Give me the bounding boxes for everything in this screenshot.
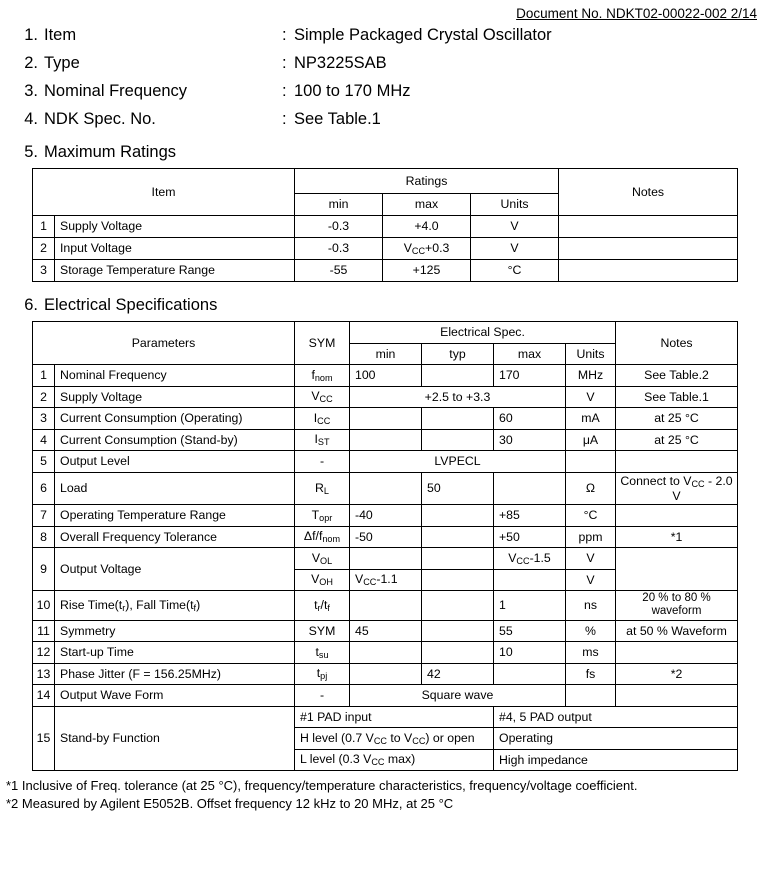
row-units: V [566,569,616,591]
spec-item-2-colon: : [282,54,287,72]
row-notes [616,451,738,473]
row-notes [616,548,738,591]
header-parameters: Parameters [33,322,295,365]
row-units: μA [566,429,616,451]
row-units: ns [566,591,616,620]
row-notes: See Table.1 [616,386,738,408]
row-item: Supply Voltage [55,216,295,238]
table-row-standby [33,706,738,728]
row-number: 1 [33,365,55,387]
footnote-2: *2 Measured by Agilent E5052B. Offset frequency 12 kHz to 20 MHz, at 25 °C [6,795,454,811]
row-typ [422,526,494,548]
header-item: Item [33,169,295,216]
spec-item-1-label: Item [44,26,77,44]
header-ratings: Ratings [295,169,559,194]
row-max: 55 [494,620,566,642]
row-units: °C [471,260,559,282]
row-typ [422,569,494,591]
row-number: 2 [33,238,55,260]
row-units: V [566,548,616,570]
row-min: -40 [350,505,422,527]
table-row [33,408,738,430]
row-sym: $V_{OH}$ [295,569,350,591]
spec-item-3-colon: : [282,82,287,100]
spec-item-3-label: Nominal Frequency [44,82,188,100]
electrical-specifications-table [32,321,738,771]
row-number: 15 [33,706,55,771]
row-units: V [471,238,559,260]
row-number: 1 [33,216,55,238]
row-units: ms [566,642,616,664]
table-row [33,591,738,620]
row-sym: $V_{OL}$ [295,548,350,570]
row-sym: $t_{su}$ [295,642,350,664]
spec-item-1-colon: : [282,26,287,44]
row-parameter: Current Consumption (Stand-by) [55,429,295,451]
table-row [33,365,738,387]
row-notes [616,685,738,707]
row-units: % [566,620,616,642]
row-units [566,685,616,707]
row-sym: - [295,451,350,473]
row-parameter: Output Voltage [55,548,295,591]
row-units: mA [566,408,616,430]
row-sym: $f_{nom}$ [295,365,350,387]
row-min [350,642,422,664]
row-notes: at 25 °C [616,408,738,430]
spec-item-4-label: NDK Spec. No. [44,110,156,128]
row-notes [559,216,738,238]
row-notes [616,642,738,664]
row-notes: at 50 % Waveform [616,620,738,642]
row-max: 10 [494,642,566,664]
header-max: max [494,343,566,365]
row-max: $V_{CC}+0.3$ [383,238,471,260]
row-sym: $t_{pj}$ [295,663,350,685]
section-6-title: Electrical Specifications [44,296,218,314]
table-row [33,216,738,238]
row-max: +85 [494,505,566,527]
standby-h-level: H level (0.7 $V_{CC}$ to $V_{CC}$) or open [295,728,494,750]
max-ratings-table [32,168,738,282]
row-units: MHz [566,365,616,387]
table-header-row [33,169,738,194]
row-parameter: Current Consumption (Operating) [55,408,295,430]
row-parameter: Symmetry [55,620,295,642]
row-max: +125 [383,260,471,282]
row-number: 10 [33,591,55,620]
row-units: ppm [566,526,616,548]
spec-item-1-value: Simple Packaged Crystal Oscillator [294,26,552,44]
standby-l-level: L level (0.3 $V_{CC}$ max) [295,749,494,771]
standby-l-state: High impedance [494,749,738,771]
spec-item-2 [0,54,769,73]
header-notes: Notes [559,169,738,216]
row-typ: 50 [422,472,494,505]
row-max: $V_{CC}-1.5$ [494,548,566,570]
row-parameter: Output Level [55,451,295,473]
row-parameter: Supply Voltage [55,386,295,408]
table-row [33,260,738,282]
row-parameter: Output Wave Form [55,685,295,707]
row-parameter: Rise $Time(t_r)$, Fall $Time(t_f)$ [55,591,295,620]
row-parameter: Operating Temperature Range [55,505,295,527]
row-min [350,472,422,505]
table-row [33,685,738,707]
document-content [0,26,769,812]
section-electrical-heading [0,296,769,315]
row-max [494,472,566,505]
header-typ: typ [422,343,494,365]
row-parameter: Nominal Frequency [55,365,295,387]
table-row [33,472,738,505]
spec-item-2-label: Type [44,54,80,72]
section-5-title: Maximum Ratings [44,143,177,161]
header-electrical-spec: Electrical Spec. [350,322,616,344]
row-number: 6 [33,472,55,505]
row-number: 3 [33,260,55,282]
standby-h-state: Operating [494,728,738,750]
row-sym: $\Delta f/f_{nom}$ [295,526,350,548]
row-notes: *2 [616,663,738,685]
section-6-number: 6. [24,296,38,314]
row-sym: $R_L$ [295,472,350,505]
row-max: +50 [494,526,566,548]
row-sym: $I_{CC}$ [295,408,350,430]
row-max [494,569,566,591]
spec-item-4 [0,110,769,129]
spec-item-1 [0,26,769,45]
row-typ [422,642,494,664]
table-row [33,429,738,451]
row-sym: $t_r/t_f$ [295,591,350,620]
row-min [350,663,422,685]
row-notes: *1 [616,526,738,548]
row-units: °C [566,505,616,527]
row-notes: at 25 °C [616,429,738,451]
row-typ [422,408,494,430]
row-min [350,591,422,620]
row-notes: Connect to $V_{CC} - 2.0$ V [616,472,738,505]
table-row [33,451,738,473]
row-number: 11 [33,620,55,642]
document-number: Document No. NDKT02-00022-002 2/14 [516,6,757,21]
row-max: 1 [494,591,566,620]
row-min: -0.3 [295,216,383,238]
header-notes: Notes [616,322,738,365]
table-row [33,642,738,664]
row-span-value: LVPECL [350,451,566,473]
header-units: Units [471,194,559,216]
row-min: 45 [350,620,422,642]
row-typ [422,548,494,570]
row-number: 14 [33,685,55,707]
row-max: 170 [494,365,566,387]
row-units: fs [566,663,616,685]
footnotes [6,777,769,812]
table-row [33,526,738,548]
spec-item-4-colon: : [282,110,287,128]
standby-pad-output: #4, 5 PAD output [494,706,738,728]
footnote-1: *1 Inclusive of Freq. tolerance (at 25 °C), frequency/temperature characteristics, frequency/voltage coefficient. [6,778,638,794]
row-number: 13 [33,663,55,685]
spec-item-1-number: 1. [24,26,38,44]
table-header-row [33,322,738,344]
row-min [350,548,422,570]
spec-item-2-value: NP3225SAB [294,54,387,72]
row-span-value: Square wave [350,685,566,707]
row-min: -55 [295,260,383,282]
row-units: V [566,386,616,408]
table-row [33,620,738,642]
row-number: 3 [33,408,55,430]
row-typ [422,620,494,642]
header-max: max [383,194,471,216]
header-sym: SYM [295,322,350,365]
table-row [33,548,738,570]
row-sym: $I_{ST}$ [295,429,350,451]
spec-item-3-number: 3. [24,82,38,100]
table-row [33,238,738,260]
section-5-number: 5. [24,143,38,161]
row-parameter: Overall Frequency Tolerance [55,526,295,548]
row-typ [422,365,494,387]
row-min [350,408,422,430]
row-typ [422,429,494,451]
row-number: 5 [33,451,55,473]
row-typ: 42 [422,663,494,685]
row-number: 12 [33,642,55,664]
row-max: +4.0 [383,216,471,238]
row-parameter: Phase Jitter (F = 156.25MHz) [55,663,295,685]
spec-item-4-number: 4. [24,110,38,128]
row-notes: See Table.2 [616,365,738,387]
row-span-value: +2.5 to +3.3 [350,386,566,408]
row-units [566,451,616,473]
row-max: 30 [494,429,566,451]
spec-item-2-number: 2. [24,54,38,72]
row-typ [422,591,494,620]
row-min: $V_{CC}-1.1$ [350,569,422,591]
row-parameter: Start-up Time [55,642,295,664]
row-sym: - [295,685,350,707]
row-min [350,429,422,451]
row-number: 4 [33,429,55,451]
row-number: 8 [33,526,55,548]
spec-item-3-value: 100 to 170 MHz [294,82,411,100]
row-parameter: Stand-by Function [55,706,295,771]
row-parameter: Load [55,472,295,505]
table-row [33,663,738,685]
row-min: 100 [350,365,422,387]
row-units: Ω [566,472,616,505]
row-min: -0.3 [295,238,383,260]
row-number: 9 [33,548,55,591]
row-number: 2 [33,386,55,408]
row-notes: 20 % to 80 % waveform [616,591,738,620]
header-min: min [295,194,383,216]
standby-pad-input: #1 PAD input [295,706,494,728]
row-min: -50 [350,526,422,548]
section-max-ratings-heading [0,143,769,162]
table-row [33,386,738,408]
row-max: 60 [494,408,566,430]
row-typ [422,505,494,527]
row-sym: $V_{CC}$ [295,386,350,408]
row-units: V [471,216,559,238]
header-min: min [350,343,422,365]
row-sym: SYM [295,620,350,642]
row-number: 7 [33,505,55,527]
row-item: Storage Temperature Range [55,260,295,282]
spec-item-3 [0,82,769,101]
row-notes [559,260,738,282]
row-item: Input Voltage [55,238,295,260]
row-notes [559,238,738,260]
table-row [33,505,738,527]
row-sym: $T_{opr}$ [295,505,350,527]
row-max [494,663,566,685]
header-units: Units [566,343,616,365]
row-notes [616,505,738,527]
spec-item-4-value: See Table.1 [294,110,381,128]
